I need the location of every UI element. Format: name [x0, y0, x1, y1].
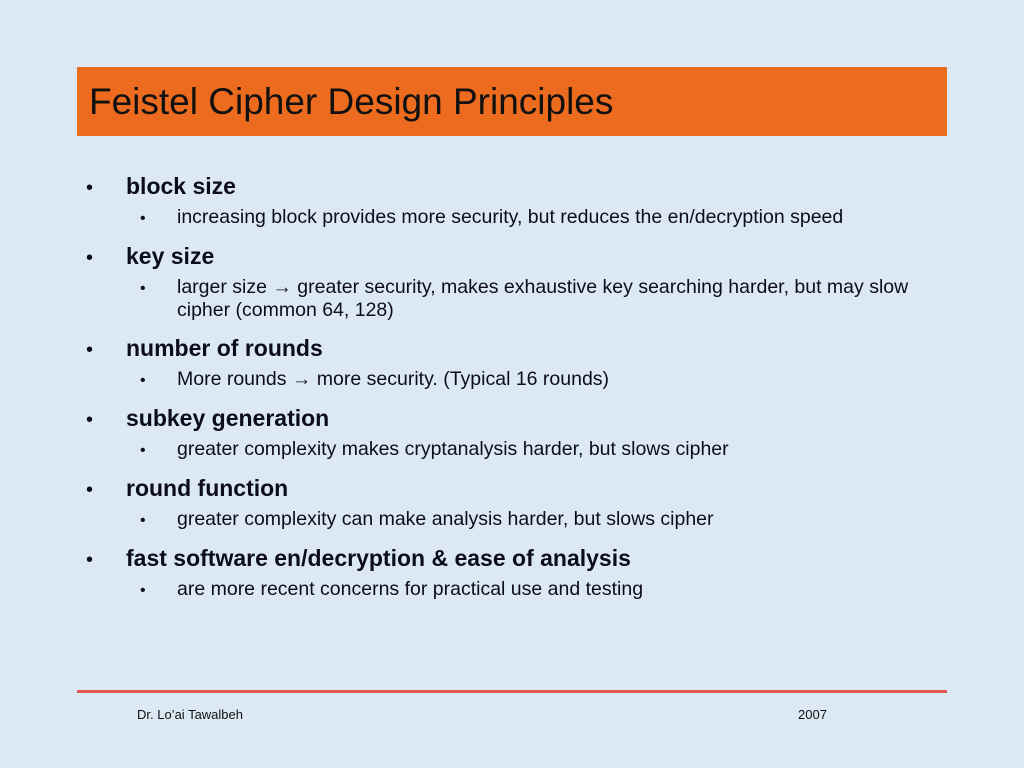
- bullet-dot-icon: •: [86, 339, 94, 361]
- bullet-heading-row: [86, 332, 966, 366]
- sub-bullet-row: [140, 276, 966, 322]
- bullet-heading: fast software en/decryption & ease of analysis: [126, 545, 631, 571]
- sub-bullet-dot-icon: •: [140, 442, 146, 459]
- bullet-heading-row: [86, 472, 966, 506]
- bullet-item: [86, 542, 966, 602]
- footer-author: Dr. Lo’ai Tawalbeh: [137, 707, 243, 722]
- bullet-heading: key size: [126, 243, 215, 269]
- bullet-item: [86, 402, 966, 462]
- bullet-dot-icon: •: [86, 549, 94, 571]
- sub-bullet-text: increasing block provides more security, but reduces the en/decryption speed: [177, 206, 844, 228]
- bullet-heading-row: [86, 402, 966, 436]
- bullet-heading-row: [86, 170, 966, 204]
- sub-bullet-row: [140, 438, 966, 462]
- sub-bullet-row: [140, 368, 966, 392]
- sub-bullet-text: are more recent concerns for practical use and testing: [177, 578, 644, 600]
- bullet-heading: block size: [126, 173, 236, 199]
- sub-bullet-dot-icon: •: [140, 372, 146, 389]
- sub-bullet-text: More rounds → more security. (Typical 16 rounds): [177, 368, 610, 390]
- bullet-heading: round function: [126, 475, 289, 501]
- bullet-dot-icon: •: [86, 247, 94, 269]
- sub-bullet-dot-icon: •: [140, 582, 146, 599]
- sub-bullet-dot-icon: •: [140, 512, 146, 529]
- title-bar: [77, 67, 947, 136]
- sub-bullet-dot-icon: •: [140, 280, 146, 297]
- sub-bullet-text: greater complexity makes cryptanalysis harder, but slows cipher: [177, 438, 729, 460]
- slide-title: Feistel Cipher Design Principles: [89, 81, 614, 122]
- bullet-item: [86, 170, 966, 230]
- bullet-heading-row: [86, 240, 966, 274]
- sub-bullet-row: [140, 508, 966, 532]
- sub-bullet-row: [140, 578, 966, 602]
- bullet-item: [86, 332, 966, 392]
- sub-bullet-text: larger size → greater security, makes exhaustive key searching harder, but may slow cipher (common 64, 128): [177, 276, 909, 321]
- footer-divider: [77, 690, 947, 693]
- bullet-item: [86, 472, 966, 532]
- bullet-heading: number of rounds: [126, 335, 323, 361]
- bullet-dot-icon: •: [86, 409, 94, 431]
- sub-bullet-text: greater complexity can make analysis harder, but slows cipher: [177, 508, 714, 530]
- sub-bullet-dot-icon: •: [140, 210, 146, 227]
- sub-bullet-row: [140, 206, 966, 230]
- bullet-item: [86, 240, 966, 322]
- bullet-heading: subkey generation: [126, 405, 330, 431]
- bullet-list: [86, 170, 966, 612]
- bullet-dot-icon: •: [86, 479, 94, 501]
- footer-year: 2007: [798, 707, 827, 722]
- bullet-heading-row: [86, 542, 966, 576]
- bullet-dot-icon: •: [86, 177, 94, 199]
